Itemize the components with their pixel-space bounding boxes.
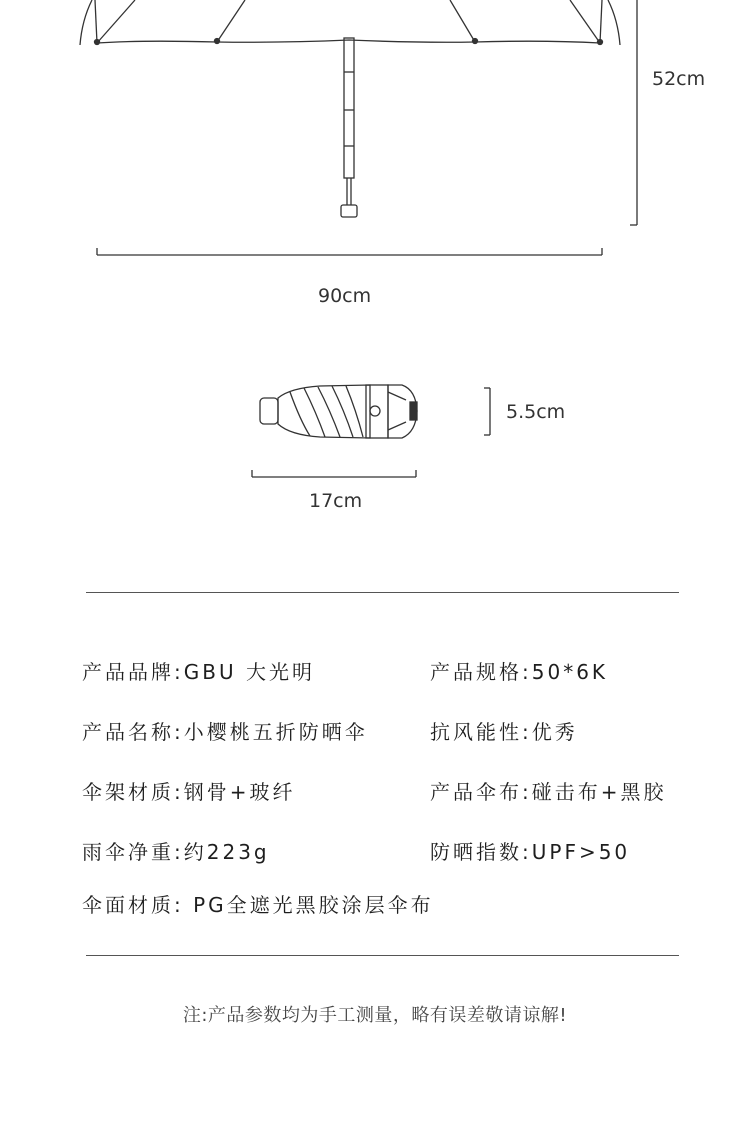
- height-dimension-line: [630, 0, 637, 225]
- spec-upf: [430, 836, 630, 865]
- spec-net-weight: [82, 836, 270, 865]
- spec-frame-material: [82, 776, 296, 805]
- spec-brand: [82, 656, 315, 685]
- measurement-note: 注:产品参数均为手工测量，略有误差敬请谅解!: [182, 1005, 568, 1026]
- spec-brand-label: 产品品牌:: [82, 660, 184, 684]
- folded-height-label: 5.5cm: [506, 401, 566, 423]
- spec-fabric: [430, 776, 667, 805]
- spec-canopy-material-label: 伞面材质:: [82, 893, 184, 917]
- spec-canopy-material-value: PG全遮光黑胶涂层伞布: [183, 893, 434, 917]
- spec-net-weight-label: 雨伞净重:: [82, 840, 184, 864]
- folded-umbrella-drawing: [260, 385, 417, 438]
- spec-upf-value: UPF>50: [531, 840, 631, 864]
- spec-frame-material-label: 伞架材质:: [82, 780, 184, 804]
- spec-size-label: 产品规格:: [430, 660, 532, 684]
- spec-fabric-label: 产品伞布:: [430, 780, 532, 804]
- open-height-label: 52cm: [652, 68, 706, 90]
- spec-product-name-label: 产品名称:: [82, 720, 184, 744]
- open-width-label: 90cm: [318, 285, 372, 307]
- folded-length-dimension-line: [252, 470, 416, 477]
- spec-product-name-value: 小樱桃五折防晒伞: [183, 720, 368, 744]
- spec-brand-value: GBU 大光明: [183, 660, 315, 684]
- spec-wind-resistance-value: 优秀: [531, 720, 578, 744]
- divider-bottom: [86, 955, 679, 956]
- spec-frame-material-value: 钢骨+玻纤: [183, 780, 296, 804]
- spec-product-name: [82, 716, 368, 745]
- spec-wind-resistance-label: 抗风能性:: [430, 720, 532, 744]
- spec-size: [430, 656, 608, 685]
- folded-height-dimension-line: [484, 388, 490, 435]
- width-dimension-line: [97, 248, 602, 255]
- folded-length-label: 17cm: [309, 490, 363, 512]
- spec-canopy-material: [82, 889, 434, 918]
- spec-fabric-value: 碰击布+黑胶: [531, 780, 667, 804]
- divider-top: [86, 592, 679, 593]
- spec-wind-resistance: [430, 716, 578, 745]
- spec-size-value: 50*6K: [531, 660, 609, 684]
- spec-upf-label: 防晒指数:: [430, 840, 532, 864]
- spec-net-weight-value: 约223g: [183, 840, 270, 864]
